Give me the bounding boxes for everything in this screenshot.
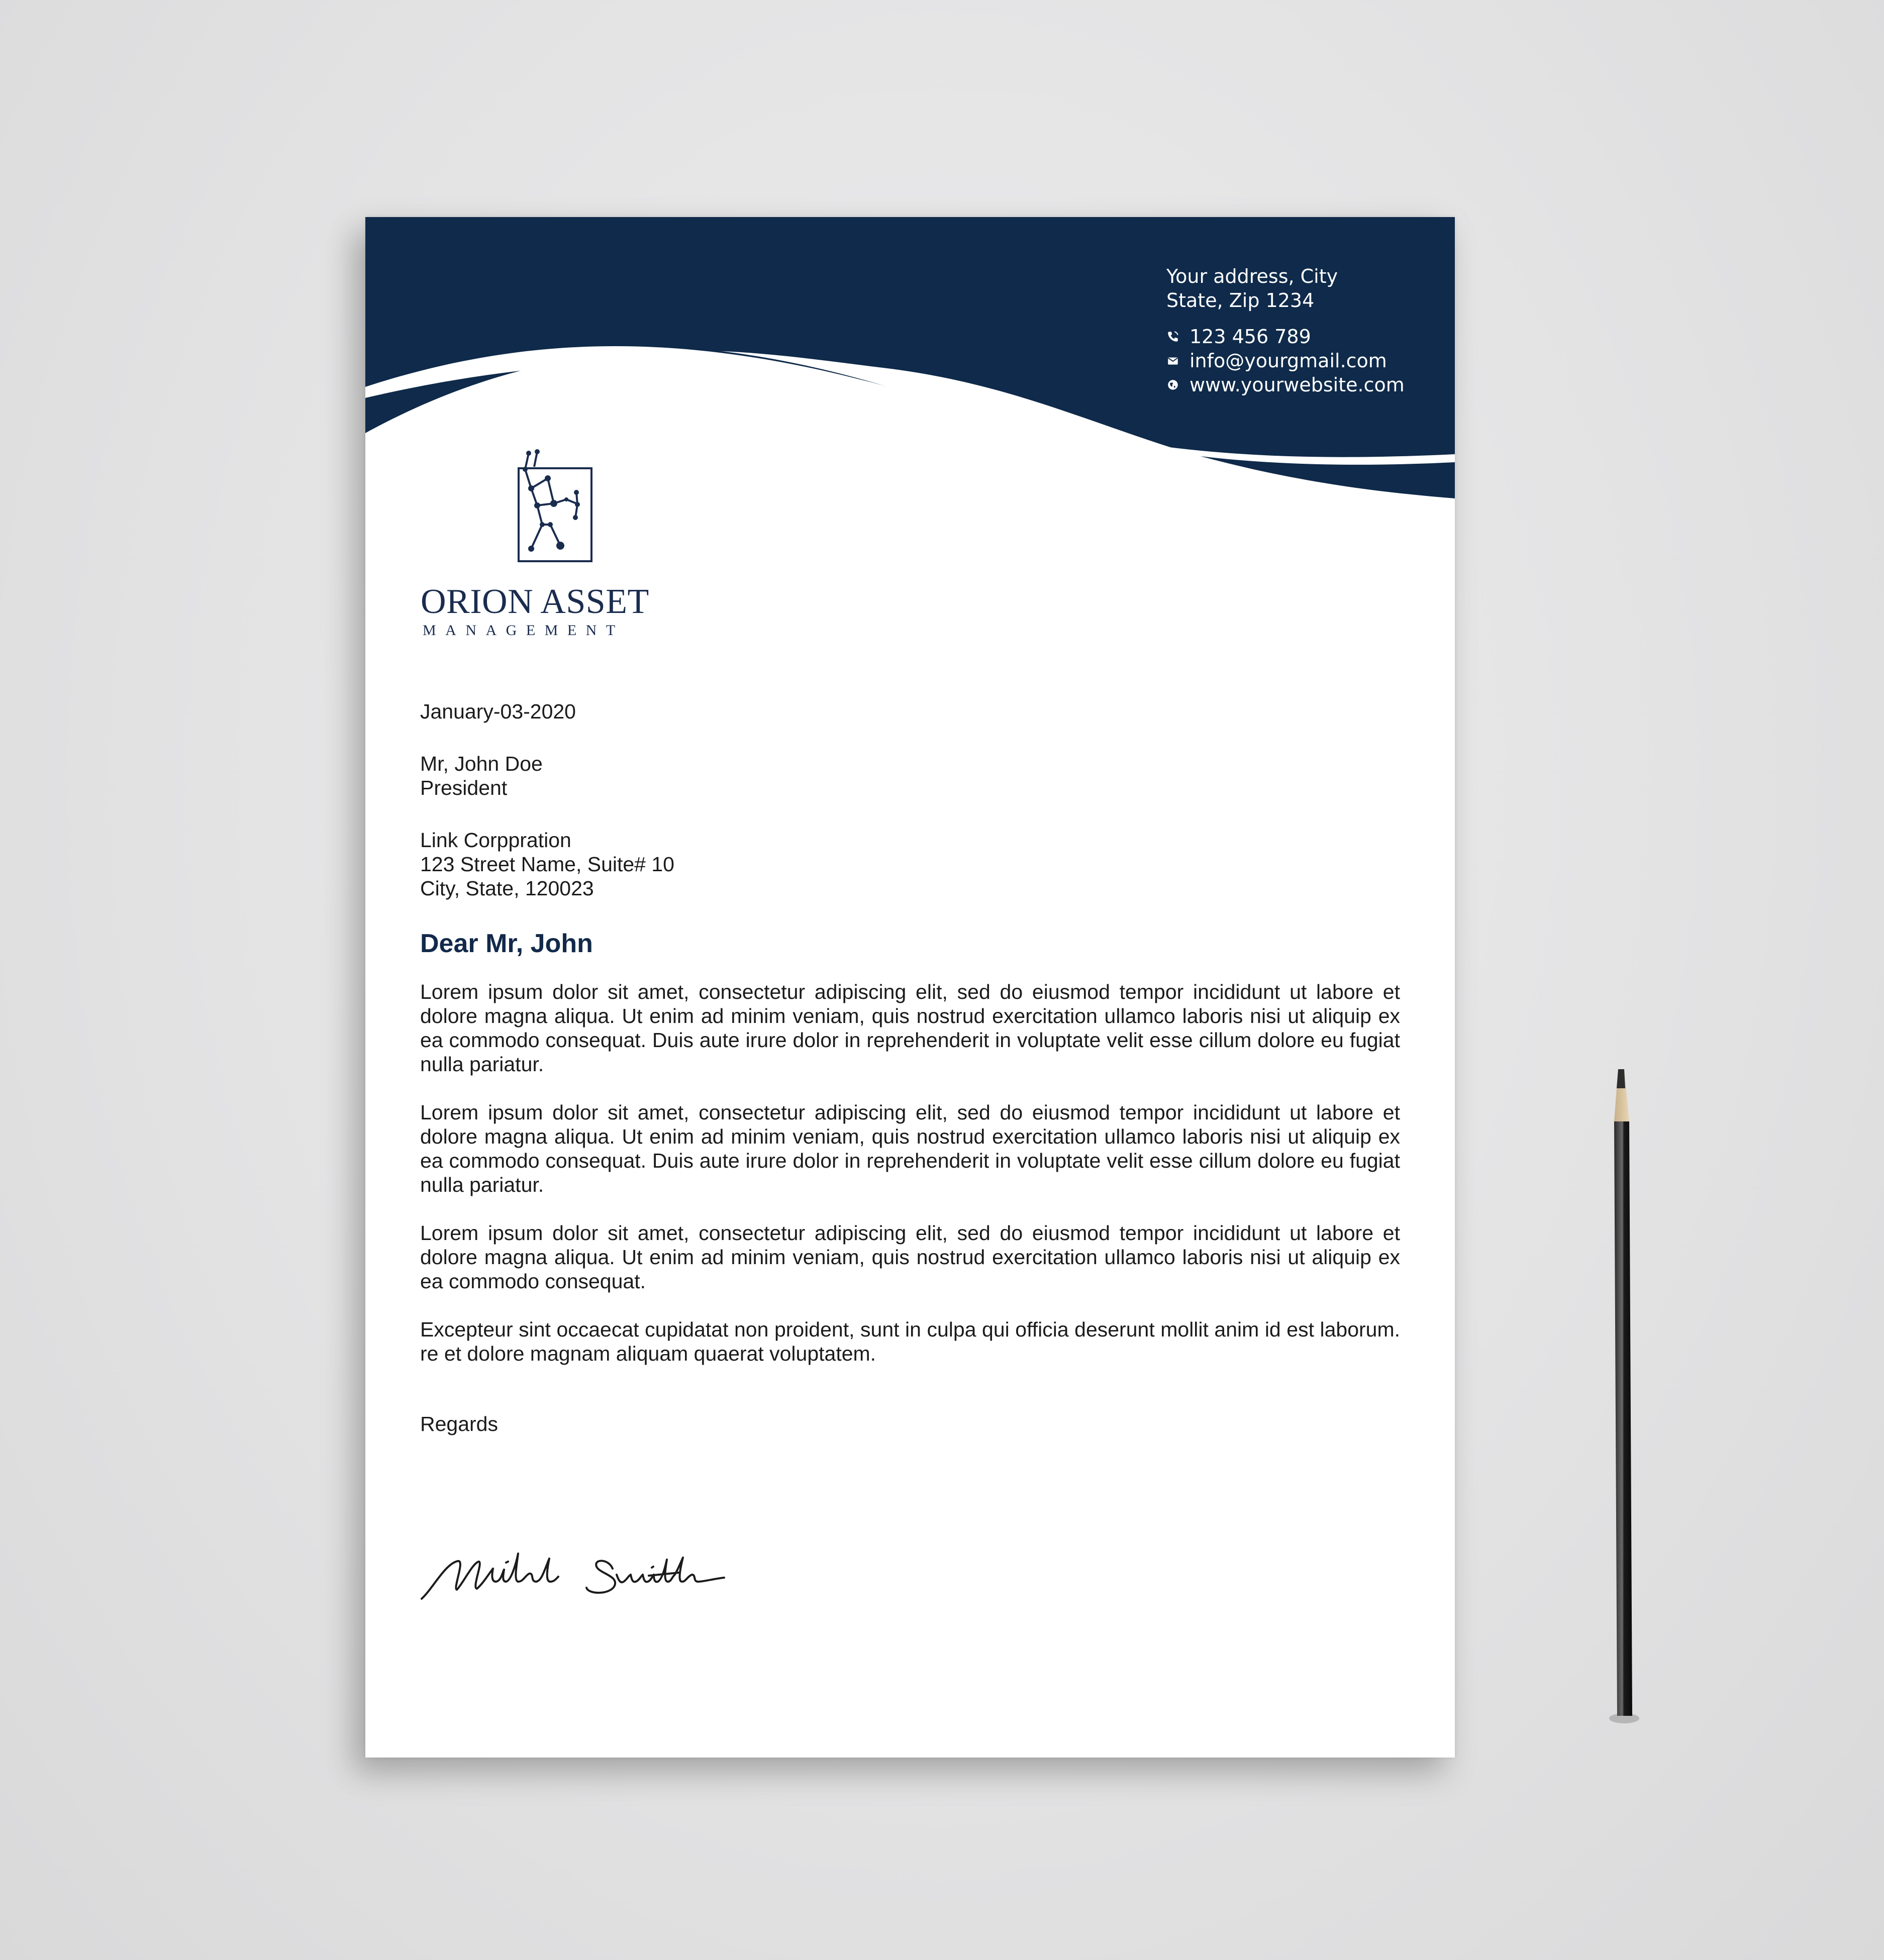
body-paragraph-3: Lorem ipsum dolor sit amet, consectetur adipiscing elit, sed do eiusmod tempor incididunt ut labore et dolore magna aliqua. Ut enim ad minim veniam, quis nostrud exercitation ullamco laboris nisi ut aliquip ex ea commodo consequat. [420,1221,1400,1293]
email-address: info@yourgmail.com [1189,350,1387,372]
email-row [1166,349,1405,373]
recipient-title: President [420,776,508,799]
phone-row [1166,325,1405,349]
signature [418,1533,729,1609]
website-url: www.yourwebsite.com [1189,374,1405,396]
phone-icon [1166,330,1179,343]
recipient-name: Mr, John Doe [420,752,543,775]
company-subtitle: MANAGEMENT [423,622,625,639]
company-name: ORION ASSET [421,582,649,621]
body-paragraph-4: Excepteur sint occaecat cupidatat non proident, sunt in culpa qui officia deserunt mollit anim id est laborum. re et dolore magnam aliquam quaerat voluptatem. [420,1318,1400,1365]
globe-icon [1166,378,1179,391]
letterhead-sheet [365,217,1455,1758]
recipient-block [420,752,1400,800]
letter-date: January-03-2020 [420,700,576,723]
body-paragraph-1: Lorem ipsum dolor sit amet, consectetur adipiscing elit, sed do eiusmod tempor incididunt ut labore et dolore magna aliqua. Ut enim ad minim veniam, quis nostrud exercitation ullamco laboris nisi ut aliquip ex ea commodo consequat. Duis aute irure dolor in reprehenderit in voluptate velit esse cillum dolore eu fugiat nulla pariatur. [420,980,1400,1076]
salutation: Dear Mr, John [420,929,593,958]
letter-body [420,699,1400,1436]
recipient-street: 123 Street Name, Suite# 10 [420,853,674,876]
mail-icon [1166,354,1179,367]
orion-constellation-icon [496,449,597,570]
recipient-company: Link Corppration [420,829,571,852]
company-address-block [420,828,1400,900]
address-line-1: Your address, City [1166,265,1338,287]
address-line-2: State, Zip 1234 [1166,289,1315,312]
body-paragraph-2: Lorem ipsum dolor sit amet, consectetur adipiscing elit, sed do eiusmod tempor incididunt ut labore et dolore magna aliqua. Ut enim ad minim veniam, quis nostrud exercitation ullamco laboris nisi ut aliquip ex ea commodo consequat. Duis aute irure dolor in reprehenderit in voluptate velit esse cillum dolore eu fugiat nulla pariatur. [420,1101,1400,1196]
pencil-decoration [1598,1060,1643,1728]
closing: Regards [420,1412,498,1435]
website-row [1166,373,1405,397]
contact-block [1166,264,1405,397]
recipient-city: City, State, 120023 [420,877,594,900]
phone-number: 123 456 789 [1189,326,1311,348]
